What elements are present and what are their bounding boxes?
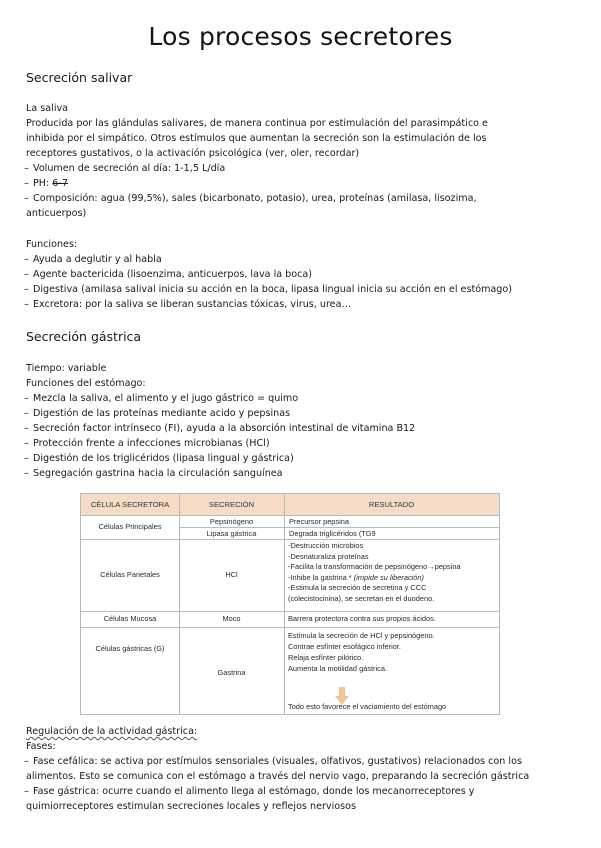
saliva-function-item: – Agente bactericida (lisoenzima, anticuerpos, lava la boca) — [24, 269, 313, 280]
phase-cephalic-line-1: – Fase cefálica: se activa por estímulos sensoriales (visuales, olfativos, gustativos) relacionados con los — [24, 756, 522, 767]
table-cell-lipasa: Lipasa gástrica — [206, 529, 257, 538]
table-cell-pepsinogeno: Pepsinógeno — [209, 517, 254, 526]
saliva-ph-value: 6-7 — [52, 178, 68, 189]
regulation-heading: Regulación de la actividad gástrica: — [26, 726, 198, 737]
saliva-volume: – Volumen de secreción al día: 1-1,5 L/día — [24, 163, 226, 174]
table-cell-parietales-result: -Inhibe la gastrina * (impide su liberación) — [288, 572, 424, 582]
table-cell-mucosa: Células Mucosa — [103, 614, 157, 623]
table-cell-barrera: Barrera protectora contra sus propios ácidos. — [288, 614, 436, 623]
page-title: Los procesos secretores — [148, 22, 453, 51]
saliva-functions-heading: Funciones: — [26, 239, 78, 250]
table-cell-principales: Células Principales — [98, 522, 162, 531]
table-cell-degrada: Degrada triglicéridos (TG9 — [289, 529, 376, 538]
phases-heading: Fases: — [26, 741, 56, 752]
table-cell-parietales-result: -Estimula la secreción de secretina y CCC — [288, 583, 427, 592]
saliva-ph: – PH: 6-7 — [24, 178, 68, 189]
saliva-function-item: – Excretora: por la saliva se liberan sustancias tóxicas, virus, urea… — [24, 299, 352, 310]
table-cell-parietales-result: -Desnaturaliza proteínas — [288, 551, 369, 561]
gastric-time: Tiempo: variable — [26, 363, 107, 374]
table-divider — [81, 611, 499, 612]
table-cell-parietales-result: -Facilita la transformación de pepsinógeno→pepsina — [288, 562, 461, 571]
gastric-function-item: – Digestión de las proteínas mediante acido y pepsinas — [24, 408, 291, 419]
section-heading-gastric: Secreción gástrica — [26, 329, 142, 344]
table-cell-precursor: Precursor pepsina — [289, 517, 349, 526]
table-header-cell: RESULTADO — [368, 500, 415, 509]
table-cell-parietales: Células Parietales — [100, 570, 160, 579]
table-cell-gastricas-result: Aumenta la motilidad gástrica. — [288, 664, 388, 673]
table-cell-moco: Moco — [222, 614, 241, 623]
subheading-saliva: La saliva — [26, 103, 69, 114]
gastric-function-item: – Mezcla la saliva, el alimento y el jugo gástrico = quimo — [24, 393, 299, 404]
saliva-intro-line-1: Producida por las glándulas salivares, de manera continua por estimulación del parasimpático e — [26, 118, 488, 129]
table-cell-parietales-result: -Destrucción microbios — [288, 541, 364, 550]
table-cell-gastricas-footer: Todo esto favorece el vaciamiento del estómago — [288, 702, 447, 711]
gastric-function-item: – Protección frente a infecciones microbianas (HCl) — [24, 438, 270, 449]
table-cell-gastricas-result: Relaja esfínter pilórico. — [288, 653, 364, 662]
saliva-function-item: – Ayuda a deglutir y al habla — [24, 254, 162, 265]
gastric-function-item: – Digestión de los triglicéridos (lipasa lingual y gástrica) — [24, 453, 294, 464]
saliva-function-item: – Digestiva (amilasa salival inicia su acción en la boca, lipasa lingual inicia su acción en el estómago) — [24, 284, 513, 295]
phase-gastric-line-1: – Fase gástrica: ocurre cuando el alimento llega al estómago, donde los mecanorreceptores y — [24, 786, 475, 797]
saliva-composition-line-2: anticuerpos) — [26, 208, 87, 219]
table-cell-hcl: HCl — [225, 570, 238, 579]
phase-gastric-line-2: quimiorreceptores estimulan secreciones locales y reflejos nerviosos — [26, 801, 356, 812]
section-heading-saliva: Secreción salivar — [26, 70, 133, 85]
table-divider — [81, 627, 499, 628]
saliva-intro-line-2: inhibida por el simpático. Otros estímulos que aumentan la secreción son la estimulación de los — [26, 133, 487, 144]
phase-cephalic-line-2: alimentos. Esto se comunica con el estómago a través del nervio vago, preparando la secreción gástrica — [26, 771, 530, 782]
table-cell-gastrina: Gastrina — [217, 668, 246, 677]
table-header-cell: CÉLULA SECRETORA — [90, 500, 170, 509]
table-cell-parietales-result: (colecistocinina), se secretan en el duodeno. — [288, 593, 435, 603]
table-cell-gastricas-result: Contrae esfínter esofágico inferior. — [288, 642, 401, 651]
secretory-cells-table — [80, 493, 500, 715]
table-header-cell: SECRECIÓN — [208, 500, 255, 509]
gastric-function-item: – Segregación gastrina hacia la circulación sanguínea — [24, 468, 283, 479]
saliva-intro-line-3: receptores gustativos, o la activación psicológica (ver, oler, recordar) — [26, 148, 360, 159]
table-cell-gastricas-result: Estimula la secreción de HCl y pepsinógeno. — [288, 631, 435, 640]
table-header-row — [81, 494, 499, 516]
table-cell-gastricas: Células gástricas (G) — [95, 644, 165, 653]
saliva-composition-line-1: – Composición: agua (99,5%), sales (bicarbonato, potasio), urea, proteínas (amilasa, lisozima, — [24, 193, 477, 204]
gastric-function-item: – Secreción factor intrínseco (FI), ayuda a la absorción intestinal de vitamina B12 — [24, 423, 416, 434]
gastric-functions-heading: Funciones del estómago: — [26, 378, 146, 389]
